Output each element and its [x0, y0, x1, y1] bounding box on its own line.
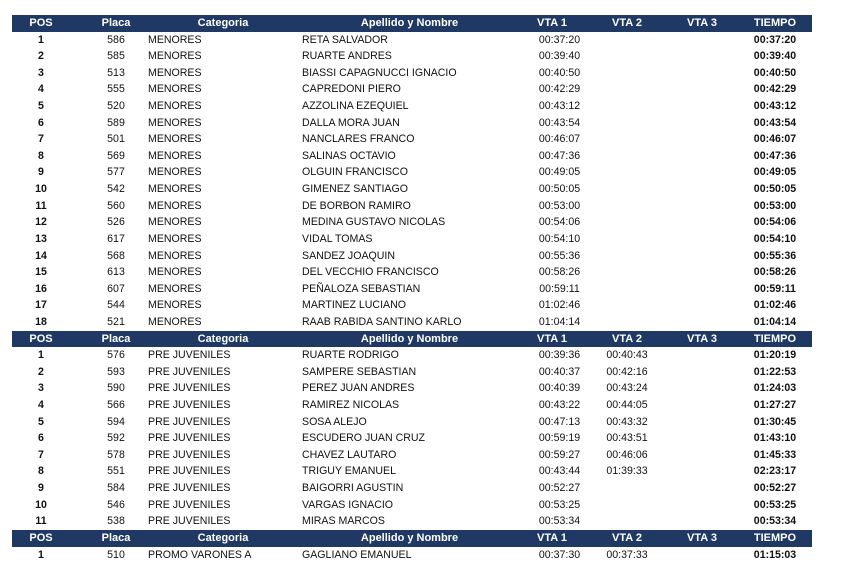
- cell-tiempo: 01:43:10: [753, 432, 797, 445]
- cell-vta1: 00:59:27: [538, 448, 581, 461]
- table-row: [12, 231, 812, 248]
- cell-vta1: 00:49:05: [538, 166, 581, 179]
- header-vta2: VTA 2: [612, 531, 642, 544]
- cell-tiempo: 00:42:29: [753, 83, 797, 96]
- table-row: [12, 214, 812, 231]
- cell-tiempo: 00:47:36: [753, 149, 797, 162]
- cell-vta1: 00:54:06: [538, 216, 581, 229]
- cell-tiempo: 00:54:10: [753, 232, 797, 245]
- cell-placa: 542: [107, 183, 125, 196]
- cell-categoria: PRE JUVENILES: [148, 482, 231, 495]
- header-vta3: VTA 3: [687, 332, 717, 345]
- header-vta1: VTA 1: [537, 332, 567, 345]
- cell-nombre: VARGAS IGNACIO: [302, 498, 394, 511]
- table-row: [12, 148, 812, 165]
- results-table: [12, 15, 812, 563]
- header-vta1: VTA 1: [537, 17, 567, 29]
- cell-vta1: 00:37:20: [538, 33, 581, 46]
- cell-placa: 584: [107, 482, 125, 495]
- cell-categoria: MENORES: [148, 216, 202, 229]
- cell-placa: 613: [107, 266, 125, 279]
- table-header-row: [12, 15, 812, 32]
- cell-placa: 585: [107, 50, 125, 63]
- cell-categoria: PRE JUVENILES: [148, 365, 231, 378]
- cell-pos: 16: [35, 282, 47, 295]
- cell-placa: 576: [107, 349, 125, 362]
- cell-vta1: 01:02:46: [538, 299, 581, 312]
- cell-placa: 526: [107, 216, 125, 229]
- table-row: [12, 297, 812, 314]
- cell-nombre: ESCUDERO JUAN CRUZ: [302, 432, 426, 445]
- cell-nombre: CHAVEZ LAUTARO: [302, 448, 397, 461]
- cell-nombre: OLGUIN FRANCISCO: [302, 166, 408, 179]
- cell-pos: 17: [35, 299, 47, 312]
- cell-categoria: MENORES: [148, 232, 202, 245]
- cell-categoria: MENORES: [148, 183, 202, 196]
- cell-pos: 5: [38, 415, 44, 428]
- cell-categoria: MENORES: [148, 100, 202, 113]
- table-row: [12, 513, 812, 530]
- cell-pos: 11: [35, 515, 47, 528]
- table-row: [12, 364, 812, 381]
- cell-placa: 544: [107, 299, 125, 312]
- cell-pos: 1: [38, 548, 44, 561]
- cell-categoria: PRE JUVENILES: [148, 399, 231, 412]
- header-placa: Placa: [101, 332, 131, 345]
- cell-vta1: 00:43:44: [538, 465, 581, 478]
- cell-nombre: RUARTE ANDRES: [302, 50, 392, 63]
- cell-vta2: 00:40:43: [606, 349, 648, 362]
- cell-pos: 18: [35, 315, 47, 328]
- cell-vta1: 00:54:10: [538, 232, 581, 245]
- cell-categoria: PRE JUVENILES: [148, 498, 231, 511]
- header-nombre: Apellido y Nombre: [360, 531, 459, 544]
- table-row: [12, 115, 812, 132]
- cell-nombre: MIRAS MARCOS: [302, 515, 385, 528]
- cell-nombre: MEDINA GUSTAVO NICOLAS: [302, 216, 446, 229]
- cell-pos: 3: [38, 66, 44, 79]
- table-row: [12, 314, 812, 331]
- cell-tiempo: 00:53:25: [753, 498, 797, 511]
- cell-pos: 5: [38, 100, 44, 113]
- header-tiempo: TIEMPO: [753, 531, 797, 544]
- header-vta3: VTA 3: [687, 531, 717, 544]
- cell-categoria: MENORES: [148, 282, 202, 295]
- cell-tiempo: 00:49:05: [753, 166, 797, 179]
- cell-vta1: 00:43:22: [538, 399, 581, 412]
- cell-nombre: DE BORBON RAMIRO: [302, 199, 411, 212]
- cell-placa: 538: [107, 515, 125, 528]
- table-row: [12, 447, 812, 464]
- cell-nombre: GIMENEZ SANTIAGO: [302, 183, 408, 196]
- cell-pos: 12: [35, 216, 47, 229]
- cell-categoria: PRE JUVENILES: [148, 515, 231, 528]
- cell-placa: 593: [107, 365, 125, 378]
- cell-placa: 555: [107, 83, 125, 96]
- cell-placa: 566: [107, 399, 125, 412]
- cell-placa: 617: [107, 232, 125, 245]
- cell-categoria: MENORES: [148, 83, 202, 96]
- cell-placa: 513: [107, 66, 125, 79]
- cell-nombre: RUARTE RODRIGO: [302, 349, 399, 362]
- cell-vta1: 00:47:36: [538, 149, 581, 162]
- cell-categoria: MENORES: [148, 66, 202, 79]
- table-header-row: [12, 331, 812, 348]
- cell-vta1: 00:37:30: [538, 548, 581, 561]
- cell-categoria: PRE JUVENILES: [148, 448, 231, 461]
- table-row: [12, 264, 812, 281]
- cell-categoria: PRE JUVENILES: [148, 349, 231, 362]
- table-row: [12, 380, 812, 397]
- cell-vta1: 00:40:39: [538, 382, 581, 395]
- header-nombre: Apellido y Nombre: [360, 332, 459, 345]
- cell-vta2: 01:39:33: [606, 465, 648, 478]
- cell-categoria: MENORES: [148, 166, 202, 179]
- cell-tiempo: 00:43:12: [753, 100, 797, 113]
- header-placa: Placa: [101, 531, 131, 544]
- cell-vta1: 00:58:26: [538, 266, 581, 279]
- cell-placa: 577: [107, 166, 125, 179]
- cell-pos: 2: [38, 50, 44, 63]
- cell-nombre: SANDEZ JOAQUIN: [302, 249, 396, 262]
- cell-vta1: 01:04:14: [538, 315, 581, 328]
- cell-vta1: 00:43:54: [538, 116, 581, 129]
- header-vta2: VTA 2: [612, 17, 642, 29]
- cell-tiempo: 00:46:07: [753, 133, 797, 146]
- cell-tiempo: 00:59:11: [754, 282, 796, 295]
- cell-tiempo: 00:53:00: [753, 199, 797, 212]
- cell-nombre: DALLA MORA JUAN: [302, 116, 400, 129]
- cell-nombre: SAMPERE SEBASTIAN: [302, 365, 417, 378]
- cell-vta2: 00:43:24: [606, 382, 648, 395]
- table-row: [12, 198, 812, 215]
- header-placa: Placa: [101, 17, 131, 29]
- cell-tiempo: 02:23:17: [753, 465, 797, 478]
- cell-vta1: 00:46:07: [538, 133, 581, 146]
- cell-vta1: 00:59:11: [539, 282, 580, 295]
- cell-categoria: PRE JUVENILES: [148, 465, 231, 478]
- cell-categoria: PRE JUVENILES: [148, 432, 231, 445]
- table-row: [12, 164, 812, 181]
- cell-pos: 10: [35, 498, 47, 511]
- cell-categoria: MENORES: [148, 249, 202, 262]
- cell-vta2: 00:43:32: [606, 415, 648, 428]
- cell-tiempo: 01:22:53: [753, 365, 797, 378]
- header-vta3: VTA 3: [687, 17, 717, 29]
- cell-placa: 568: [107, 249, 125, 262]
- cell-tiempo: 01:04:14: [753, 315, 797, 328]
- cell-tiempo: 00:52:27: [753, 482, 797, 495]
- cell-nombre: TRIGUY EMANUEL: [302, 465, 396, 478]
- cell-pos: 4: [38, 399, 44, 412]
- cell-vta1: 00:53:00: [538, 199, 581, 212]
- cell-tiempo: 01:24:03: [753, 382, 797, 395]
- table-row: [12, 497, 812, 514]
- table-row: [12, 281, 812, 298]
- cell-vta1: 00:40:37: [538, 365, 581, 378]
- cell-nombre: RETA SALVADOR: [302, 33, 388, 46]
- cell-nombre: GAGLIANO EMANUEL: [302, 548, 412, 561]
- cell-nombre: MARTINEZ LUCIANO: [302, 299, 406, 312]
- table-row: [12, 463, 812, 480]
- cell-pos: 6: [38, 432, 44, 445]
- cell-pos: 14: [35, 249, 47, 262]
- cell-placa: 589: [107, 116, 125, 129]
- cell-categoria: MENORES: [148, 315, 202, 328]
- cell-pos: 9: [38, 482, 44, 495]
- cell-nombre: PEREZ JUAN ANDRES: [302, 382, 415, 395]
- cell-vta1: 00:47:13: [538, 415, 581, 428]
- cell-pos: 1: [38, 33, 44, 46]
- table-row: [12, 480, 812, 497]
- table-row: [12, 48, 812, 65]
- cell-tiempo: 00:58:26: [753, 266, 797, 279]
- cell-placa: 501: [107, 133, 125, 146]
- cell-pos: 4: [38, 83, 44, 96]
- cell-pos: 11: [35, 199, 47, 212]
- cell-nombre: RAMIREZ NICOLAS: [302, 399, 400, 412]
- cell-tiempo: 00:54:06: [753, 216, 797, 229]
- cell-nombre: SALINAS OCTAVIO: [302, 149, 396, 162]
- cell-pos: 15: [35, 266, 47, 279]
- cell-placa: 546: [107, 498, 125, 511]
- header-pos: POS: [29, 531, 53, 544]
- cell-pos: 10: [35, 183, 47, 196]
- cell-vta1: 00:55:36: [538, 249, 581, 262]
- cell-tiempo: 01:20:19: [753, 349, 797, 362]
- table-row: [12, 430, 812, 447]
- header-vta2: VTA 2: [612, 332, 642, 345]
- table-row: [12, 347, 812, 364]
- cell-tiempo: 01:45:33: [753, 448, 797, 461]
- cell-placa: 578: [107, 448, 125, 461]
- cell-categoria: PRE JUVENILES: [148, 382, 231, 395]
- cell-categoria: PROMO VARONES A: [148, 548, 252, 561]
- cell-pos: 7: [38, 133, 44, 146]
- cell-categoria: MENORES: [148, 266, 202, 279]
- cell-vta1: 00:43:12: [538, 100, 581, 113]
- cell-placa: 590: [107, 382, 125, 395]
- cell-tiempo: 01:27:27: [753, 399, 797, 412]
- cell-vta1: 00:50:05: [538, 183, 581, 196]
- header-vta1: VTA 1: [537, 531, 567, 544]
- cell-nombre: DEL VECCHIO FRANCISCO: [302, 266, 439, 279]
- table-row: [12, 98, 812, 115]
- header-pos: POS: [29, 332, 53, 345]
- cell-placa: 560: [107, 199, 125, 212]
- table-row: [12, 131, 812, 148]
- cell-vta1: 00:42:29: [538, 83, 581, 96]
- cell-categoria: MENORES: [148, 199, 202, 212]
- header-tiempo: TIEMPO: [753, 332, 797, 345]
- cell-vta1: 00:39:40: [538, 50, 581, 63]
- cell-vta1: 00:39:36: [538, 349, 581, 362]
- cell-tiempo: 00:37:20: [753, 33, 797, 46]
- cell-categoria: MENORES: [148, 116, 202, 129]
- cell-placa: 510: [107, 548, 125, 561]
- cell-nombre: NANCLARES FRANCO: [302, 133, 415, 146]
- cell-pos: 2: [38, 365, 44, 378]
- table-row: [12, 32, 812, 49]
- cell-categoria: MENORES: [148, 149, 202, 162]
- cell-nombre: SOSA ALEJO: [302, 415, 367, 428]
- cell-tiempo: 00:40:50: [753, 66, 797, 79]
- cell-placa: 592: [107, 432, 125, 445]
- cell-placa: 607: [107, 282, 125, 295]
- cell-tiempo: 00:50:05: [753, 183, 797, 196]
- cell-tiempo: 01:30:45: [753, 415, 797, 428]
- cell-nombre: BIASSI CAPAGNUCCI IGNACIO: [302, 66, 457, 79]
- header-categoria: Categoria: [197, 17, 249, 29]
- table-header-row: [12, 530, 812, 547]
- cell-tiempo: 00:55:36: [753, 249, 797, 262]
- cell-pos: 8: [38, 465, 44, 478]
- table-row: [12, 65, 812, 82]
- cell-placa: 569: [107, 149, 125, 162]
- cell-nombre: RAAB RABIDA SANTINO KARLO: [302, 315, 462, 328]
- cell-placa: 521: [107, 315, 125, 328]
- table-row: [12, 397, 812, 414]
- cell-nombre: CAPREDONI PIERO: [302, 83, 401, 96]
- cell-categoria: MENORES: [148, 299, 202, 312]
- header-pos: POS: [29, 17, 53, 29]
- cell-tiempo: 01:02:46: [753, 299, 797, 312]
- cell-tiempo: 00:53:34: [753, 515, 797, 528]
- table-row: [12, 547, 812, 564]
- cell-pos: 8: [38, 149, 44, 162]
- cell-pos: 1: [38, 349, 44, 362]
- cell-categoria: PRE JUVENILES: [148, 415, 231, 428]
- cell-categoria: MENORES: [148, 33, 202, 46]
- cell-nombre: VIDAL TOMAS: [302, 232, 373, 245]
- cell-categoria: MENORES: [148, 50, 202, 63]
- cell-vta2: 00:44:05: [606, 399, 648, 412]
- cell-vta1: 00:53:25: [538, 498, 581, 511]
- cell-nombre: PEÑALOZA SEBASTIAN: [302, 282, 421, 295]
- header-categoria: Categoria: [197, 332, 249, 345]
- cell-vta2: 00:42:16: [606, 365, 648, 378]
- table-row: [12, 181, 812, 198]
- cell-categoria: MENORES: [148, 133, 202, 146]
- cell-vta1: 00:53:34: [538, 515, 581, 528]
- cell-nombre: AZZOLINA EZEQUIEL: [302, 100, 409, 113]
- cell-placa: 520: [107, 100, 125, 113]
- header-nombre: Apellido y Nombre: [360, 17, 459, 29]
- cell-pos: 13: [35, 232, 47, 245]
- cell-tiempo: 00:39:40: [753, 50, 797, 63]
- table-row: [12, 414, 812, 431]
- cell-pos: 9: [38, 166, 44, 179]
- cell-nombre: BAIGORRI AGUSTIN: [302, 482, 404, 495]
- cell-placa: 551: [107, 465, 125, 478]
- cell-pos: 7: [38, 448, 44, 461]
- cell-placa: 586: [107, 33, 125, 46]
- cell-vta2: 00:46:06: [606, 448, 648, 461]
- cell-vta2: 00:43:51: [606, 432, 648, 445]
- cell-tiempo: 01:15:03: [753, 548, 797, 561]
- header-categoria: Categoria: [197, 531, 249, 544]
- cell-tiempo: 00:43:54: [753, 116, 797, 129]
- header-tiempo: TIEMPO: [753, 17, 797, 29]
- table-row: [12, 81, 812, 98]
- cell-vta1: 00:52:27: [538, 482, 581, 495]
- cell-pos: 6: [38, 116, 44, 129]
- table-row: [12, 248, 812, 265]
- cell-placa: 594: [107, 415, 125, 428]
- cell-vta1: 00:40:50: [538, 66, 581, 79]
- cell-vta2: 00:37:33: [606, 548, 648, 561]
- cell-vta1: 00:59:19: [538, 432, 581, 445]
- cell-pos: 3: [38, 382, 44, 395]
